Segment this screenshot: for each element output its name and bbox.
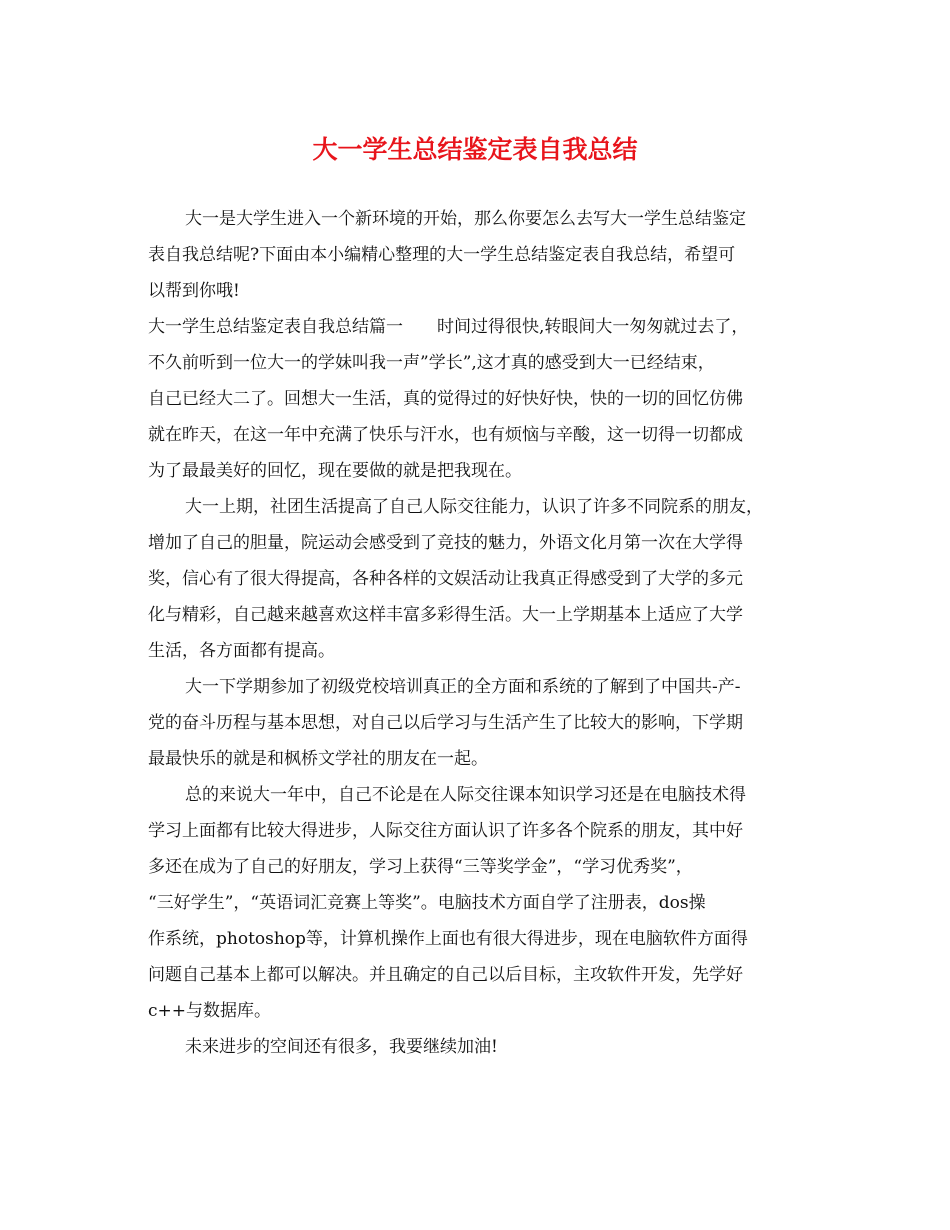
body-line: 大一学生总结鉴定表自我总结篇一 时间过得很快,转眼间大一匆匆就过去了， — [148, 317, 749, 337]
body-line: “三好学生”，“英语词汇竞赛上等奖”。电脑技术方面自学了注册表，dos操 — [148, 893, 706, 913]
body-line: 表自我总结呢?下面由本小编精心整理的大一学生总结鉴定表自我总结，希望可 — [148, 245, 736, 265]
body-line: c++与数据库。 — [148, 1001, 272, 1021]
body-line: 为了最最美好的回忆，现在要做的就是把我现在。 — [148, 461, 522, 481]
body-line: 最最快乐的就是和枫桥文学社的朋友在一起。 — [148, 749, 488, 769]
body-line: 以帮到你哦! — [148, 281, 240, 301]
body-line: 问题自己基本上都可以解决。并且确定的自己以后目标，主攻软件开发，先学好 — [148, 965, 743, 985]
body-line: 党的奋斗历程与基本思想，对自己以后学习与生活产生了比较大的影响，下学期 — [148, 713, 743, 733]
body-line: 就在昨天，在这一年中充满了快乐与汗水，也有烦恼与辛酸，这一切得一切都成 — [148, 425, 743, 445]
body-line: 奖，信心有了很大得提高，各种各样的文娱活动让我真正得感受到了大学的多元 — [148, 569, 743, 589]
body-line: 多还在成为了自己的好朋友，学习上获得“三等奖学金”，“学习优秀奖”， — [148, 857, 693, 877]
body-line: 作系统，photoshop等，计算机操作上面也有很大得进步，现在电脑软件方面得 — [148, 929, 748, 949]
body-line: 总的来说大一年中，自己不论是在人际交往课本知识学习还是在电脑技术得 — [185, 785, 746, 805]
body-line: 大一上期，社团生活提高了自己人际交往能力，认识了许多不同院系的朋友， — [185, 497, 763, 517]
document-title: 大一学生总结鉴定表自我总结 — [312, 135, 638, 164]
body-line: 生活，各方面都有提高。 — [148, 641, 335, 661]
body-line: 大一是大学生进入一个新环境的开始，那么你要怎么去写大一学生总结鉴定 — [185, 209, 746, 229]
body-line: 学习上面都有比较大得进步，人际交往方面认识了许多各个院系的朋友，其中好 — [148, 821, 743, 841]
body-line: 不久前听到一位大一的学妹叫我一声”学长”,这才真的感受到大一已经结束， — [148, 353, 715, 373]
body-line: 化与精彩，自己越来越喜欢这样丰富多彩得生活。大一上学期基本上适应了大学 — [148, 605, 743, 625]
body-line: 自己已经大二了。回想大一生活，真的觉得过的好快好快，快的一切的回忆仿佛 — [148, 389, 743, 409]
body-line: 未来进步的空间还有很多，我要继续加油! — [185, 1037, 498, 1057]
body-line: 增加了自己的胆量，院运动会感受到了竞技的魅力，外语文化月第一次在大学得 — [148, 533, 743, 553]
body-line: 大一下学期参加了初级党校培训真正的全方面和系统的了解到了中国共-产- — [185, 677, 741, 697]
